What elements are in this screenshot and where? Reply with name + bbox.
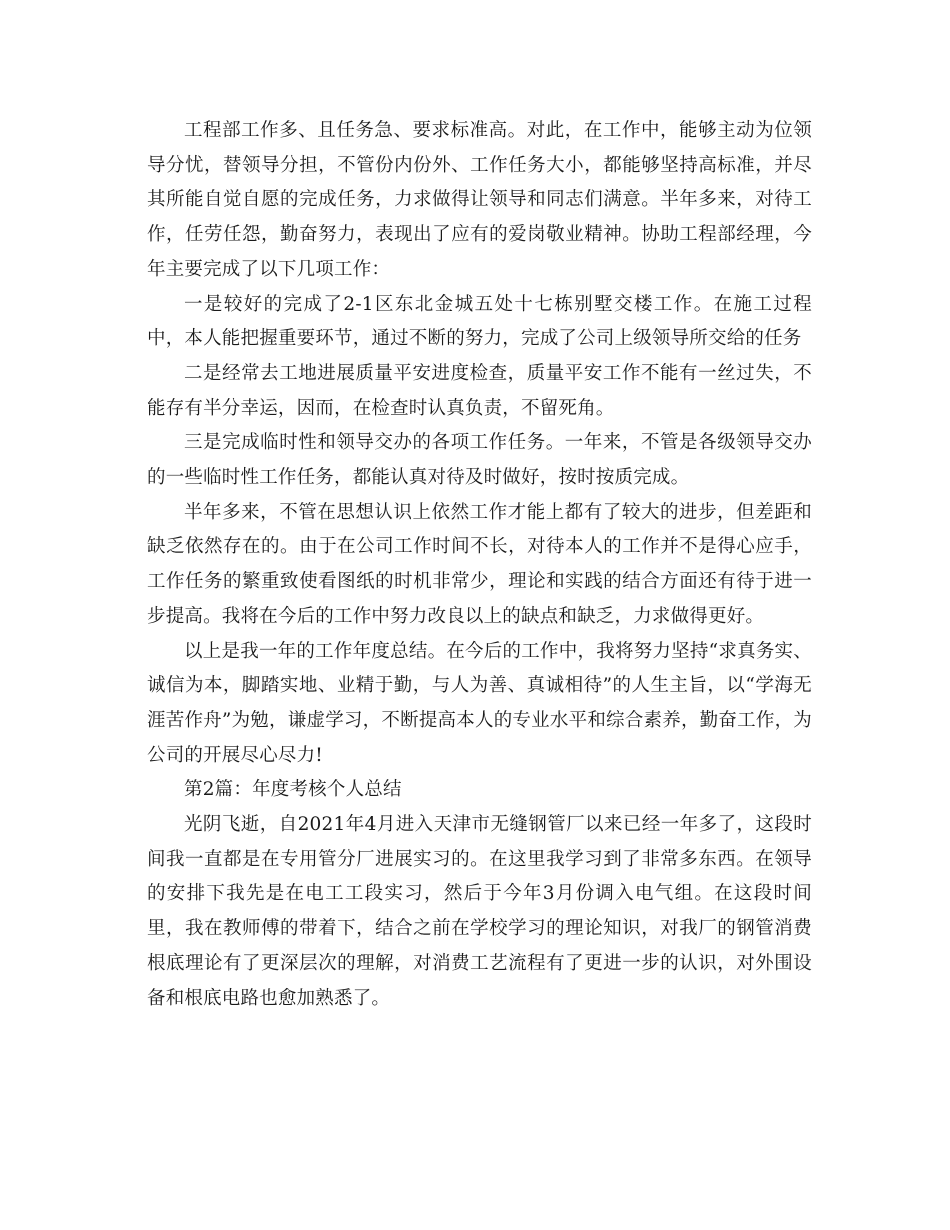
paragraph-summary: 以上是我一年的工作年度总结。在今后的工作中，我将努力坚持“求真务实、诚信为本，脚踏实地、业精于勤，与人为善、真诚相待”的人生主旨，以“学海无涯苦作舟”为勉，谦虚学习，不断提高本人的专业水平和综合素养，勤奋工作，为公司的开展尽心尽力! — [147, 640, 812, 766]
paragraph-internship: 光阴飞逝，自2021年4月进入天津市无缝钢管厂以来已经一年多了，这段时间我一直都是在专用管分厂进展实习的。在这里我学习到了非常多东西。在领导的安排下我先是在电工工段实习，然后于今年3月份调入电气组。在这段时间里，我在教师傅的带着下，结合之前在学校学习的理论知识，对我厂的钢管消费根底理论有了更深层次的理解，对消费工艺流程有了更进一步的认识，对外围设备和根底电路也愈加熟悉了。 — [147, 814, 812, 1009]
section-heading-part-2: 第2篇：年度考核个人总结 — [184, 779, 402, 801]
paragraph-item-one: 一是较好的完成了2-1区东北金城五处十七栋别墅交楼工作。在施工过程中，本人能把握重要环节，通过不断的努力，完成了公司上级领导所交给的任务 — [147, 293, 812, 350]
paragraph-engineering-duties: 工程部工作多、且任务急、要求标准高。对此，在工作中，能够主动为位领导分忧，替领导分担，不管份内份外、工作任务大小，都能够坚持高标准，并尽其所能自觉自愿的完成任务，力求做得让领导和同志们满意。半年多来，对待工作，任劳任怨，勤奋努力，表现出了应有的爱岗敬业精神。协助工程部经理，今年主要完成了以下几项工作： — [147, 120, 812, 280]
paragraph-item-three: 三是完成临时性和领导交办的各项工作任务。一年来，不管是各级领导交办的一些临时性工作任务，都能认真对待及时做好，按时按质完成。 — [147, 432, 812, 489]
document-body — [147, 114, 812, 1016]
paragraph-progress: 半年多来，不管在思想认识上依然工作才能上都有了较大的进步，但差距和缺乏依然存在的。由于在公司工作时间不长，对待本人的工作并不是得心应手，工作任务的繁重致使看图纸的时机非常少，理论和实践的结合方面还有待于进一步提高。我将在今后的工作中努力改良以上的缺点和缺乏，力求做得更好。 — [147, 501, 812, 627]
paragraph-item-two: 二是经常去工地进展质量平安进度检查，质量平安工作不能有一丝过失，不能存有半分幸运，因而，在检查时认真负责，不留死角。 — [147, 362, 812, 419]
